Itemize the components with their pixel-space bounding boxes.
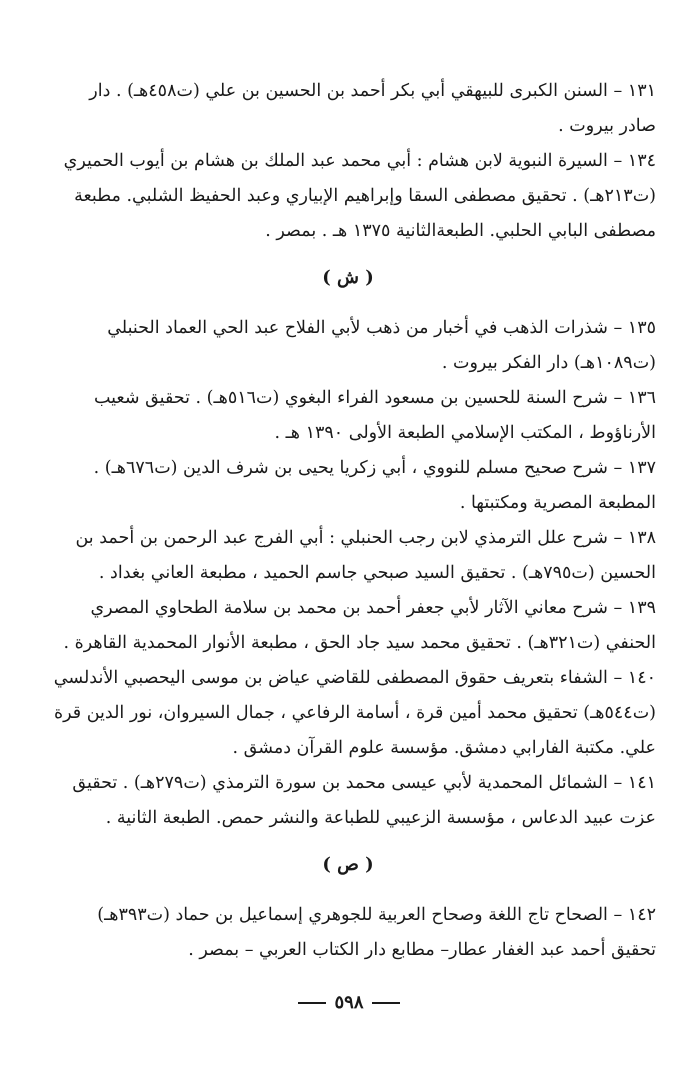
entry-line: ١٤٠ – الشفاء بتعريف حقوق المصطفى للقاضي عياض بن موسى اليحصبي الأندلسي (53, 668, 656, 688)
entry-line: صادر بيروت . (558, 116, 656, 136)
entry-line: عزت عبيد الدعاس ، مؤسسة الزعيبي للطباعة والنشر حمص. الطبعة الثانية . (105, 808, 656, 828)
section-heading-shin: ( ش ) (322, 267, 374, 288)
entry-line: ١٣١ – السنن الكبرى للبيهقي أبي بكر أحمد بن الحسين بن علي (ت٤٥٨هـ) . دار (89, 81, 656, 101)
page-footer (0, 992, 698, 1013)
footer-dash (298, 1002, 326, 1004)
bibliography-entry-139 (40, 591, 656, 661)
entry-line: الأرناؤوط ، المكتب الإسلامي الطبعة الأولى ١٣٩٠ هـ . (274, 423, 656, 443)
entry-line: ١٤١ – الشمائل المحمدية لأبي عيسى محمد بن سورة الترمذي (ت٢٧٩هـ) . تحقيق (72, 773, 656, 793)
bibliography-entry-135 (40, 311, 656, 381)
bibliography-entry-138 (40, 521, 656, 591)
entry-line: ١٣٩ – شرح معاني الآثار لأبي جعفر أحمد بن محمد بن سلامة الطحاوي المصري (90, 598, 656, 618)
page-number: ٥٩٨ (334, 992, 364, 1013)
footer-dash (372, 1002, 400, 1004)
bibliography-entry-142 (40, 898, 656, 968)
entry-line: الحسين (ت٧٩٥هـ) . تحقيق السيد صبحي جاسم الحميد ، مطبعة العاني بغداد . (98, 563, 656, 583)
entry-line: ١٣٨ – شرح علل الترمذي لابن رجب الحنبلي : أبي الفرج عبد الرحمن بن أحمد بن (75, 528, 656, 548)
bibliography-entry-131 (40, 74, 656, 144)
entry-line: ١٣٧ – شرح صحيح مسلم للنووي ، أبي زكريا يحيى بن شرف الدين (ت٦٧٦هـ) . (93, 458, 656, 478)
bibliography-entry-134 (40, 144, 656, 249)
entry-line: (ت١٠٨٩هـ) دار الفكر بيروت . (441, 353, 656, 373)
bibliography-page (40, 74, 656, 968)
entry-line: ١٣٤ – السيرة النبوية لابن هشام : أبي محمد عبد الملك بن هشام بن أيوب الحميري (63, 151, 656, 171)
entry-line: تحقيق أحمد عبد الغفار عطار– مطابع دار الكتاب العربي – بمصر . (188, 940, 656, 960)
bibliography-entry-136 (40, 381, 656, 451)
bibliography-entry-140 (40, 661, 656, 766)
entry-line: (ت٢١٣هـ) . تحقيق مصطفى السقا وإبراهيم الإبياري وعبد الحفيظ الشلبي. مطبعة (74, 186, 656, 206)
entry-line: المطبعة المصرية ومكتبتها . (459, 493, 656, 513)
entry-line: (ت٥٤٤هـ) تحقيق محمد أمين قرة ، أسامة الرفاعي ، جمال السيروان، نور الدين قرة (53, 703, 656, 723)
section-heading-sad: ( ص ) (322, 854, 374, 875)
entry-line: ١٤٢ – الصحاح تاج اللغة وصحاح العربية للجوهري إسماعيل بن حماد (ت٣٩٣هـ) (97, 905, 656, 925)
entry-line: مصطفى البابي الحلبي. الطبعةالثانية ١٣٧٥ هـ . بمصر . (265, 221, 656, 241)
entry-line: ١٣٦ – شرح السنة للحسين بن مسعود الفراء البغوي (ت٥١٦هـ) . تحقيق شعيب (93, 388, 656, 408)
bibliography-entry-141 (40, 766, 656, 836)
entry-line: علي. مكتبة الفارابي دمشق. مؤسسة علوم القرآن دمشق . (232, 738, 656, 758)
entry-line: ١٣٥ – شذرات الذهب في أخبار من ذهب لأبي الفلاح عبد الحي العماد الحنبلي (107, 318, 656, 338)
entry-line: الحنفي (ت٣٢١هـ) . تحقيق محمد سيد جاد الحق ، مطبعة الأنوار المحمدية القاهرة . (63, 633, 656, 653)
bibliography-entry-137 (40, 451, 656, 521)
